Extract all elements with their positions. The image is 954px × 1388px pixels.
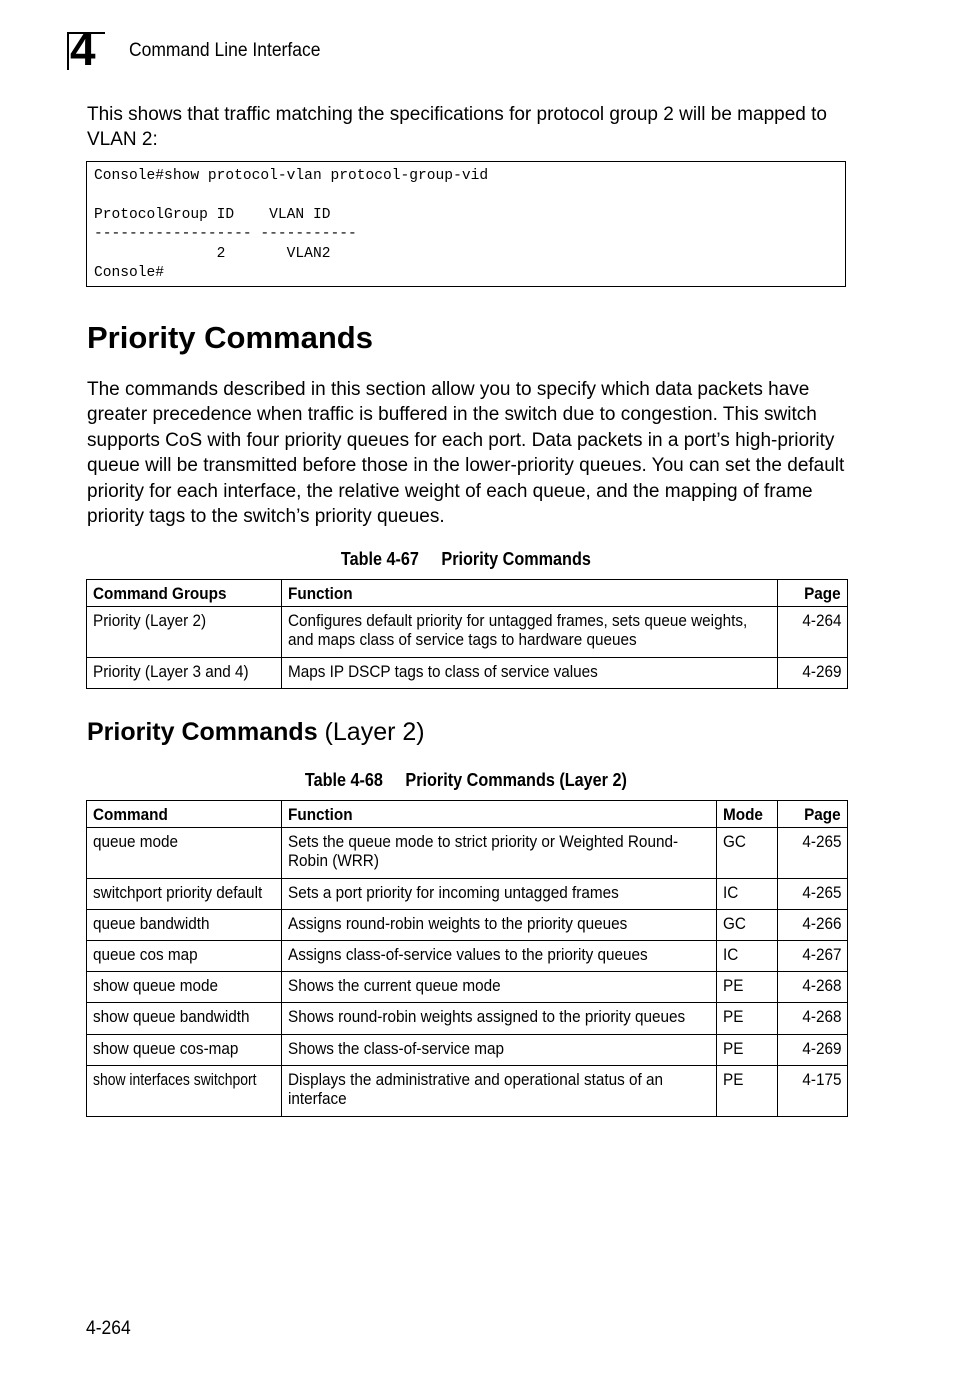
priority-commands-layer2-table (86, 800, 848, 1117)
table-cell: 4-269 (778, 658, 848, 689)
table-cell: IC (717, 879, 778, 910)
column-header: Mode (717, 801, 778, 828)
table-cell: PE (717, 1035, 778, 1066)
table-cell: Priority (Layer 3 and 4) (87, 658, 282, 689)
table-cell: IC (717, 941, 778, 972)
table-cell: show interfaces switchport (87, 1066, 282, 1117)
page-number: 4-264 (86, 1318, 131, 1339)
table-cell: GC (717, 910, 778, 941)
table-row (87, 941, 848, 972)
console-line: 2 VLAN2 (94, 245, 331, 262)
table-cell: switchport priority default (87, 879, 282, 910)
table-caption: Table 4-67 Priority Commands (341, 549, 591, 569)
table-row (87, 658, 848, 689)
table-cell: queue cos map (87, 941, 282, 972)
table-cell: 4-266 (778, 910, 848, 941)
table-cell: show queue bandwidth (87, 1003, 282, 1035)
chapter-number: 4 (70, 23, 96, 75)
column-header: Command (87, 801, 282, 828)
table-cell: Displays the administrative and operational status of an interface (282, 1066, 717, 1117)
table-cell: 4-268 (778, 972, 848, 1003)
table-cell: Assigns round-robin weights to the priority queues (282, 910, 717, 941)
table-header-row (87, 801, 848, 828)
table-cell: show queue cos-map (87, 1035, 282, 1066)
subsection-title: Priority Commands (Layer 2) (87, 718, 425, 746)
column-header: Page (778, 801, 848, 828)
console-line: Console# (94, 265, 165, 282)
column-header: Function (282, 801, 717, 828)
column-header: Page (778, 580, 848, 607)
table-cell: show queue mode (87, 972, 282, 1003)
table-cell: Priority (Layer 2) (87, 607, 282, 658)
running-header: Command Line Interface (129, 40, 321, 61)
table-cell: queue mode (87, 828, 282, 879)
table-caption: Table 4-68 Priority Commands (Layer 2) (304, 770, 628, 790)
table-cell: Assigns class-of-service values to the priority queues (282, 941, 717, 972)
table-cell: Configures default priority for untagged frames, sets queue weights, and maps class of service tags to hardware queues (282, 607, 778, 658)
table-cell: PE (717, 1003, 778, 1035)
table-cell: PE (717, 972, 778, 1003)
table-row (87, 1035, 848, 1066)
table-row (87, 910, 848, 941)
table-cell: 4-265 (778, 828, 848, 879)
table-cell: PE (717, 1066, 778, 1117)
console-line: Console#show protocol-vlan protocol-group-vid (94, 168, 489, 184)
table-cell: Shows round-robin weights assigned to the priority queues (282, 1003, 717, 1035)
column-header: Function (282, 580, 778, 607)
table-cell: 4-269 (778, 1035, 848, 1066)
table-cell: Sets a port priority for incoming untagged frames (282, 879, 717, 910)
table-cell: GC (717, 828, 778, 879)
priority-commands-table (86, 579, 848, 689)
table-cell: 4-268 (778, 1003, 848, 1035)
console-line: ------------------ ----------- (94, 226, 357, 243)
section-title: Priority Commands (87, 320, 373, 355)
table-cell: 4-175 (778, 1066, 848, 1117)
table-row (87, 972, 848, 1003)
table-cell: 4-267 (778, 941, 848, 972)
table-cell: 4-264 (778, 607, 848, 658)
table-cell: Maps IP DSCP tags to class of service values (282, 658, 778, 689)
table-header-row (87, 580, 848, 607)
table-row (87, 879, 848, 910)
table-cell: Sets the queue mode to strict priority or Weighted Round-Robin (WRR) (282, 828, 717, 879)
section-paragraph: The commands described in this section allow you to specify which data packets have greater precedence when traffic is buffered in the switch due to congestion. This switch supports CoS with four priority queues for each port. Data packets in a port’s high-priority queue will be transmitted before those in the lower-priority queues. You can set the default priority for each interface, the relative weight of each queue, and the mapping of frame priority tags to the switch’s priority queues. (87, 379, 845, 528)
table-cell: 4-265 (778, 879, 848, 910)
table-row (87, 607, 848, 658)
table-row (87, 1066, 848, 1117)
console-output (86, 161, 846, 287)
table-row (87, 828, 848, 879)
table-row (87, 1003, 848, 1035)
column-header: Command Groups (87, 580, 282, 607)
intro-paragraph: This shows that traffic matching the specifications for protocol group 2 will be mapped to VLAN 2: (87, 104, 827, 151)
console-line: ProtocolGroup ID VLAN ID (94, 206, 331, 223)
table-cell: queue bandwidth (87, 910, 282, 941)
table-cell: Shows the current queue mode (282, 972, 717, 1003)
table-cell: Shows the class-of-service map (282, 1035, 717, 1066)
